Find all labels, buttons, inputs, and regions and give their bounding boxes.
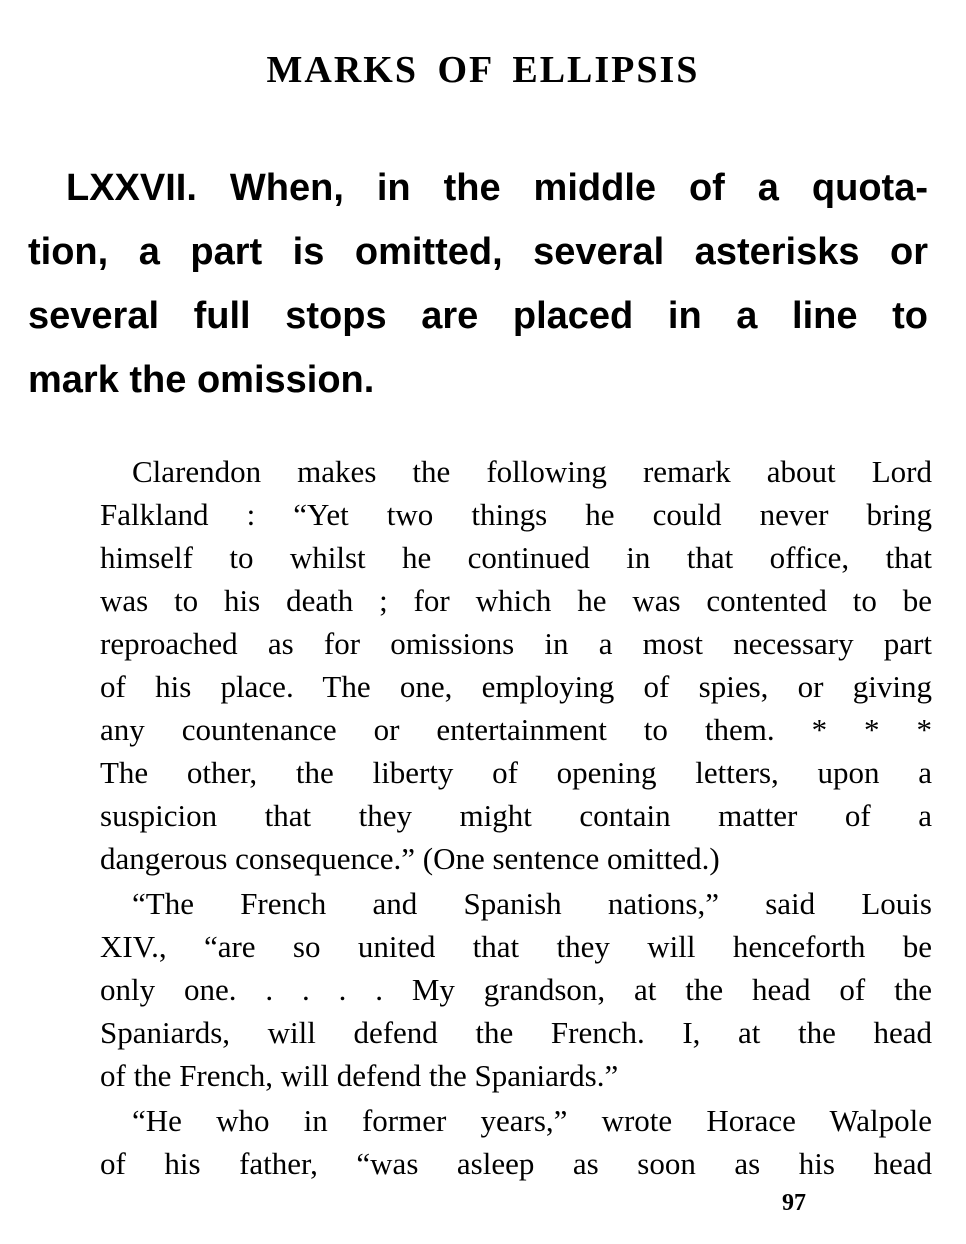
- text-line: Spaniards, will defend the French. I, at the head: [100, 1015, 932, 1050]
- text-line: “He who in former years,” wrote Horace Walpole: [132, 1103, 932, 1138]
- text-line: dangerous consequence.” (One sentence omitted.): [100, 841, 720, 876]
- text-line: XIV., “are so united that they will henceforth be: [100, 929, 932, 964]
- running-head: MARKS OF ELLIPSIS: [266, 49, 700, 91]
- text-line: only one. . . . . My grandson, at the head of the: [100, 972, 932, 1007]
- rule-line-2: tion, a part is omitted, several asterisks or: [28, 231, 928, 273]
- text-line: of his place. The one, employing of spies, or giving: [100, 669, 932, 704]
- text-line: Clarendon makes the following remark about Lord: [132, 454, 932, 489]
- text-line: himself to whilst he continued in that office, that: [100, 540, 932, 575]
- text-line: The other, the liberty of opening letters, upon a: [100, 755, 932, 790]
- text-line: of the French, will defend the Spaniards.”: [100, 1058, 619, 1093]
- text-line: Falkland : “Yet two things he could never bring: [100, 497, 932, 532]
- text-line: any countenance or entertainment to them. * * *: [100, 712, 932, 747]
- rule-line-1: LXXVII. When, in the middle of a quota-: [66, 167, 928, 209]
- page-number: 97: [782, 1190, 806, 1216]
- text-line: was to his death ; for which he was contented to be: [100, 583, 932, 618]
- rule-line-3: several full stops are placed in a line to: [28, 295, 928, 337]
- text-line: suspicion that they might contain matter of a: [100, 798, 932, 833]
- rule-line-4: mark the omission.: [28, 359, 375, 401]
- text-line: “The French and Spanish nations,” said Louis: [132, 886, 932, 921]
- text-line: reproached as for omissions in a most necessary part: [100, 626, 932, 661]
- text-line: of his father, “was asleep as soon as his head: [100, 1146, 932, 1181]
